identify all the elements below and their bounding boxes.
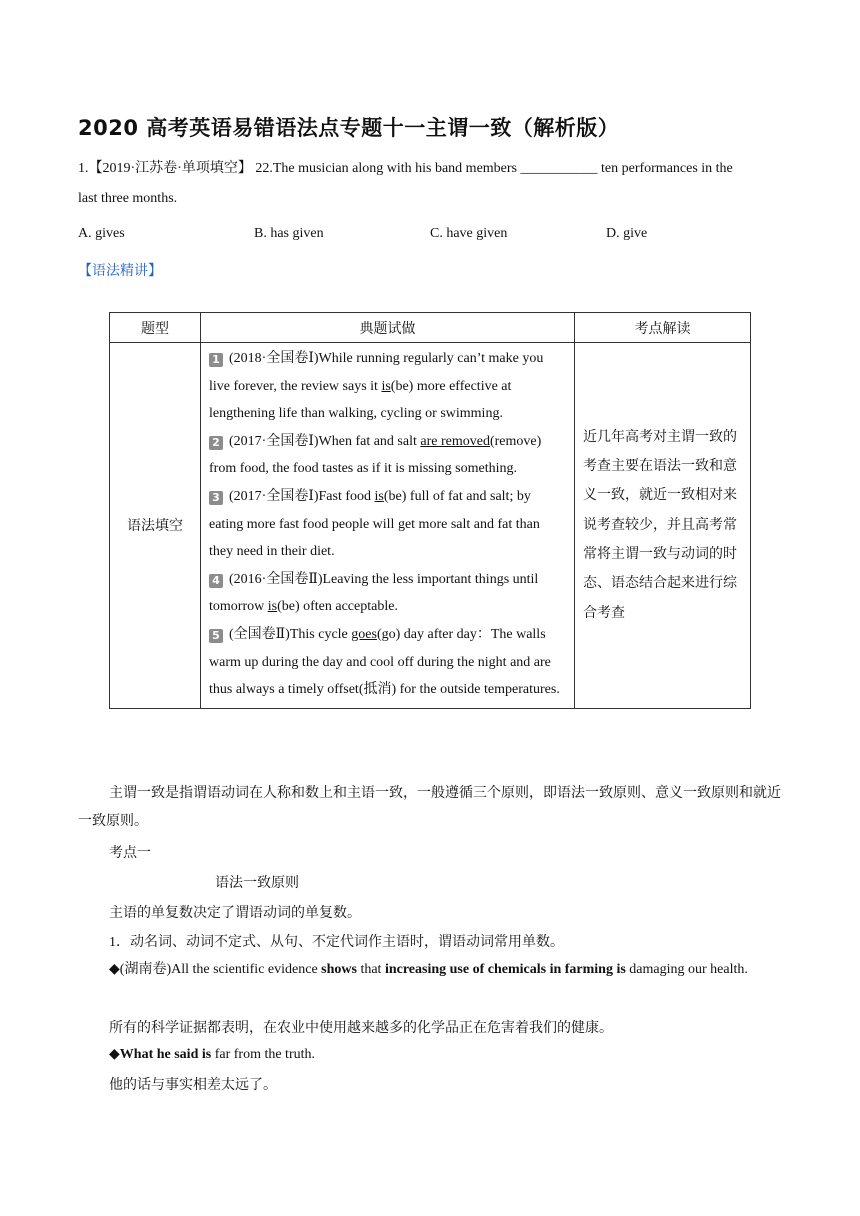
example-sentence-2: ◆What he said is far from the truth.	[109, 1047, 315, 1062]
number-2-icon: 2	[209, 436, 223, 450]
example-item: 4 (2016·全国卷Ⅱ)Leaving the less important things until tomorrow is(be) often acceptable.	[209, 571, 539, 615]
header-type: 题型	[110, 313, 201, 343]
principle-heading: 语法一致原则	[215, 876, 299, 891]
number-3-icon: 3	[209, 491, 223, 505]
number-1-icon: 1	[209, 353, 223, 367]
question-stem-cont: last three months.	[78, 191, 178, 206]
example-item: 5 (全国卷Ⅱ)This cycle goes(go) day after day：The walls warm up during the day and cool off during the night and are thus always a timely offset(抵消) for the outside temperatures.	[209, 626, 560, 698]
row-label: 语法填空	[110, 343, 201, 709]
answer: is	[267, 599, 278, 615]
answer: is	[381, 378, 391, 394]
header-analysis: 考点解读	[575, 313, 751, 343]
number-4-icon: 4	[209, 574, 223, 588]
intro-paragraph: 主谓一致是指谓语动词在人称和数上和主语一致，一般遵循三个原则，即语法一致原则、意义一致原则和就近一致原则。	[78, 786, 781, 829]
point-1: 1．动名词、动词不定式、从句、不定代词作主语时，谓语动词常用单数。	[109, 935, 564, 950]
rule-text: 主语的单复数决定了谓语动词的单复数。	[109, 906, 361, 921]
grammar-table	[109, 312, 751, 709]
answer: is	[374, 488, 384, 504]
option-b: B. has given	[254, 226, 324, 241]
section-heading: 【语法精讲】	[78, 264, 162, 279]
option-c: C. have given	[430, 226, 508, 241]
analysis-cell: 近几年高考对主谓一致的考查主要在语法一致和意义一致，就近一致相对来说考查较少，并且高考常常将主谓一致与动词的时态、语态结合起来进行综合考查	[575, 343, 751, 709]
examples-cell	[201, 343, 575, 709]
example-sentence-1: ◆(湖南卷)All the scientific evidence shows that increasing use of chemicals in farming is damaging our health.	[109, 962, 748, 977]
number-5-icon: 5	[209, 629, 223, 643]
answer: goes	[351, 626, 377, 642]
example-translation-1: 所有的科学证据都表明，在农业中使用越来越多的化学品正在危害着我们的健康。	[109, 1021, 613, 1036]
answer: are removed	[420, 433, 490, 449]
header-examples: 典题试做	[201, 313, 575, 343]
table-header-row	[110, 313, 751, 343]
table-row	[110, 343, 751, 709]
kaodian-label: 考点一	[109, 846, 151, 861]
example-item: 1 (2018·全国卷Ⅰ)While running regularly can’t make you live forever, the review says it is(be) more effective at lengthening life than walking, cycling or swimming.	[209, 351, 544, 422]
option-a: A. gives	[78, 226, 125, 241]
example-translation-2: 他的话与事实相差太远了。	[109, 1078, 277, 1093]
example-item: 2 (2017·全国卷Ⅰ)When fat and salt are removed(remove) from food, the food tastes as if it is missing something.	[209, 433, 542, 477]
example-item: 3 (2017·全国卷Ⅰ)Fast food is(be) full of fat and salt; by eating more fast food people will get more salt and fat than they need in their diet.	[209, 488, 540, 560]
page-title: 2020 高考英语易错语法点专题十一主谓一致（解析版）	[78, 116, 620, 140]
option-d: D. give	[606, 226, 648, 241]
question-stem: 1.【2019·江苏卷·单项填空】 22.The musician along with his band members ___________ ten performances in the	[78, 161, 733, 176]
